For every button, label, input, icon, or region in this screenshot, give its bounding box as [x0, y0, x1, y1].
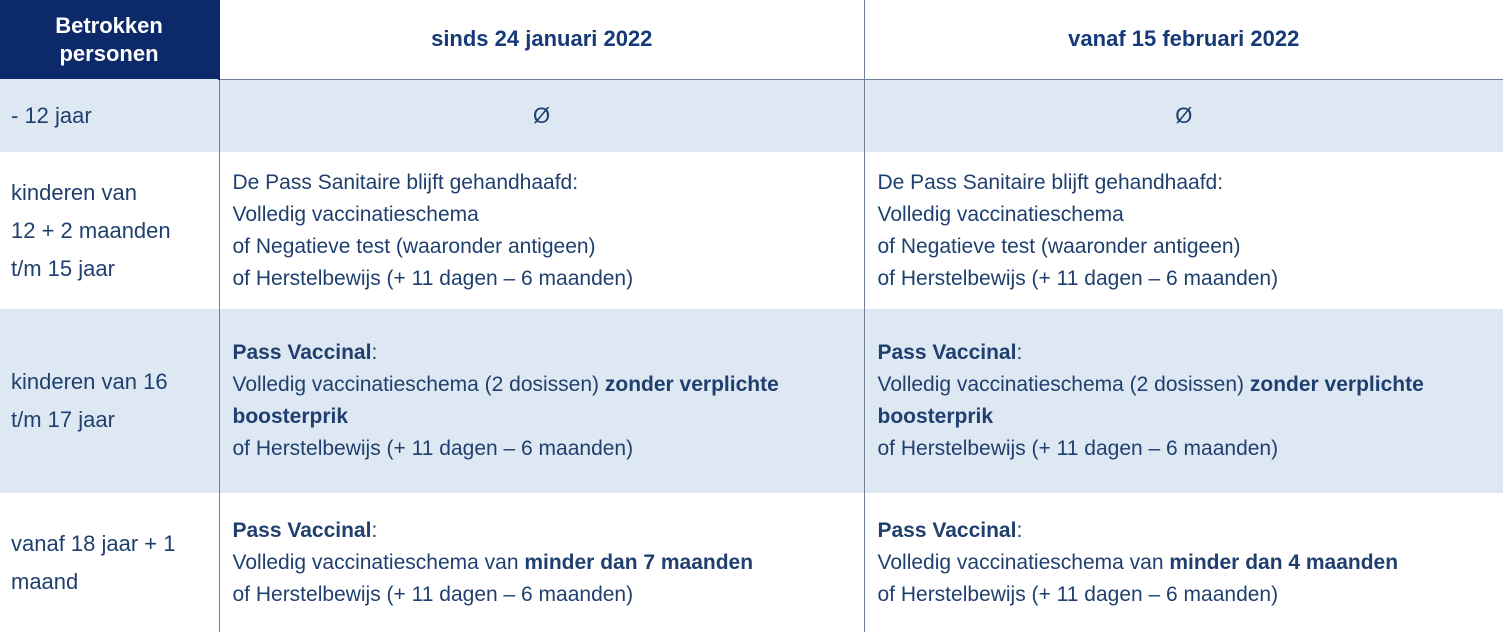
row-label-line: t/m 17 jaar [11, 407, 115, 432]
rule-line: of Herstelbewijs (+ 11 dagen – 6 maanden) [877, 582, 1279, 606]
rule-emphasis: minder dan 4 maanden [1169, 550, 1399, 574]
row-label-line: kinderen van [11, 179, 137, 205]
rule-line: boosterprik [877, 405, 994, 428]
header-date-1: sinds 24 januari 2022 [219, 0, 864, 79]
rule-text: Volledig vaccinatieschema (2 dosissen) [877, 373, 1250, 396]
pass-title: Pass Vaccinal [232, 518, 372, 542]
pass-title: Pass Vaccinal [877, 341, 1017, 364]
pass-title: Pass Vaccinal [877, 518, 1017, 542]
rule-line: Volledig vaccinatieschema [877, 202, 1124, 226]
header-persons-line1: Betrokken [55, 12, 163, 38]
rule-line [878, 515, 1503, 547]
pass-title-colon: : [371, 341, 378, 364]
rule-line: Volledig vaccinatieschema [232, 202, 479, 226]
header-persons-line2: personen [59, 40, 159, 66]
rule-cell [864, 493, 1503, 632]
header-date-2: vanaf 15 februari 2022 [864, 0, 1503, 79]
rule-line: of Negatieve test (waaronder antigeen) [232, 234, 596, 258]
empty-set-symbol: Ø [864, 79, 1503, 152]
row-label-line: maand [11, 568, 79, 594]
rule-emphasis: zonder verplichte [604, 373, 779, 396]
rule-line [878, 369, 1503, 401]
pass-title-colon: : [1016, 518, 1023, 542]
row-label-line: t/m 15 jaar [11, 255, 115, 281]
rule-line: of Herstelbewijs (+ 11 dagen – 6 maanden) [877, 266, 1279, 290]
row-label-line: kinderen van 16 [11, 369, 168, 394]
rule-line [233, 547, 864, 579]
header-persons-cell [0, 0, 219, 79]
rule-text: Volledig vaccinatieschema van [232, 550, 525, 574]
empty-set-symbol: Ø [219, 79, 864, 152]
row-label-12-15 [0, 152, 219, 309]
rule-emphasis: zonder verplichte [1249, 373, 1424, 396]
row-label-under-12 [0, 79, 219, 152]
header-row [0, 0, 1503, 79]
rule-cell [219, 493, 864, 632]
rule-line: of Herstelbewijs (+ 11 dagen – 6 maanden) [877, 437, 1279, 460]
rule-line [233, 515, 864, 547]
rule-cell [219, 309, 864, 493]
rule-text: Volledig vaccinatieschema van [877, 550, 1170, 574]
rule-line: of Herstelbewijs (+ 11 dagen – 6 maanden) [232, 582, 634, 606]
pass-title: Pass Vaccinal [232, 341, 372, 364]
row-label-line: - 12 jaar [11, 102, 92, 128]
rule-cell [864, 309, 1503, 493]
pass-title-colon: : [371, 518, 378, 542]
rule-text: Volledig vaccinatieschema (2 dosissen) [232, 373, 605, 396]
table-row [0, 152, 1503, 309]
rule-line: of Herstelbewijs (+ 11 dagen – 6 maanden) [232, 266, 634, 290]
pass-title-colon: : [1016, 341, 1023, 364]
table-row [0, 79, 1503, 152]
rule-line [233, 369, 864, 401]
row-label-16-17 [0, 309, 219, 493]
rule-line: boosterprik [232, 405, 349, 428]
rule-cell [864, 152, 1503, 309]
row-label-18-plus [0, 493, 219, 632]
rule-line: De Pass Sanitaire blijft gehandhaafd: [232, 170, 579, 194]
table-row [0, 309, 1503, 493]
row-label-line: 12 + 2 maanden [11, 217, 171, 243]
row-label-line: vanaf 18 jaar + 1 [11, 530, 176, 556]
rule-cell [219, 152, 864, 309]
rule-line: of Herstelbewijs (+ 11 dagen – 6 maanden) [232, 437, 634, 460]
rule-line [233, 337, 864, 369]
table-row [0, 493, 1503, 632]
rule-line: of Negatieve test (waaronder antigeen) [877, 234, 1241, 258]
rule-line [878, 547, 1503, 579]
rule-emphasis: minder dan 7 maanden [524, 550, 754, 574]
rule-line [878, 337, 1503, 369]
rule-line: De Pass Sanitaire blijft gehandhaafd: [877, 170, 1224, 194]
